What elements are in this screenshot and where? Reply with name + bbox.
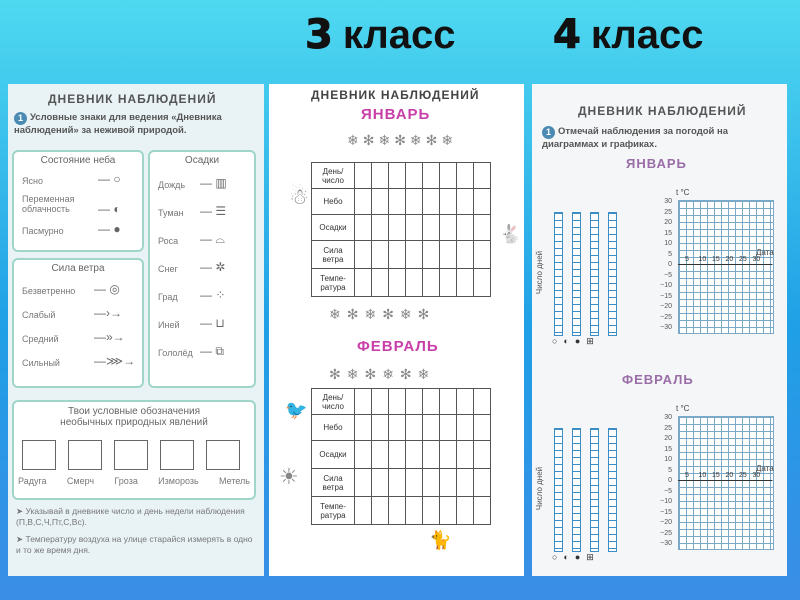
temperature-tick: 0 bbox=[668, 477, 672, 484]
row-label: Темпе- ратура bbox=[312, 269, 355, 297]
medium-wind-arrow-icon: —»→ bbox=[94, 330, 125, 344]
temperature-grid bbox=[678, 416, 774, 550]
row-label: Небо bbox=[312, 189, 355, 215]
ice-icon: — ⧉ bbox=[200, 344, 224, 358]
wind-item: Слабый bbox=[22, 310, 56, 320]
temperature-tick: 15 bbox=[664, 229, 672, 237]
temperature-tick: −25 bbox=[660, 529, 672, 537]
custom-symbols-box bbox=[12, 400, 256, 500]
temperature-tick: −30 bbox=[660, 324, 672, 331]
row-label: Сила ветра bbox=[312, 469, 355, 497]
temperature-tick: 30 bbox=[664, 198, 672, 205]
sky-item: Ясно bbox=[22, 176, 43, 186]
temperature-tick: 10 bbox=[664, 240, 672, 247]
temperature-tick: 20 bbox=[664, 219, 672, 226]
sky-box bbox=[12, 150, 144, 252]
temperature-tick: −15 bbox=[660, 508, 672, 516]
legend-page bbox=[8, 84, 264, 576]
precip-item: Иней bbox=[158, 320, 180, 330]
grade3-diary-page bbox=[269, 84, 524, 576]
date-tick: 25 bbox=[739, 472, 747, 479]
february-diary-table bbox=[311, 388, 491, 525]
precip-item: Роса bbox=[158, 236, 179, 246]
temperature-tick: 25 bbox=[664, 424, 672, 432]
phenomenon-label: Радуга bbox=[18, 476, 47, 486]
axis-temperature-label: t °C bbox=[676, 404, 690, 413]
empty-symbol-box bbox=[22, 440, 56, 470]
day-count-column bbox=[572, 428, 581, 552]
sky-item: Пасмурно bbox=[22, 226, 64, 236]
clear-sky-icon: — ○ bbox=[98, 172, 121, 186]
dew-icon: — ⌓ bbox=[200, 232, 225, 246]
date-tick: 5 bbox=[685, 472, 689, 479]
animal-decoration: 🐈 bbox=[429, 530, 452, 550]
phenomenon-label: Метель bbox=[219, 476, 250, 486]
day-count-column bbox=[572, 212, 581, 336]
row-label: Небо bbox=[312, 415, 355, 441]
bird-decoration: 🐦 bbox=[285, 400, 308, 420]
month-january: ЯНВАРЬ bbox=[361, 106, 431, 123]
note-2: ➤ Температуру воздуха на улице старайся измерять в одно и то же время дня. bbox=[16, 534, 253, 555]
temperature-tick: −5 bbox=[664, 271, 672, 279]
snowflakes-decoration: ❄✻❄✻❄✻ bbox=[329, 306, 436, 322]
temperature-tick: 10 bbox=[664, 456, 672, 463]
note-1: ➤ Указывай в дневнике число и день недели наблюдения (П,В,С,Ч,Пт,С,Вс). bbox=[16, 506, 245, 527]
empty-symbol-box bbox=[160, 440, 194, 470]
wind-item: Средний bbox=[22, 334, 59, 344]
temperature-tick: 5 bbox=[668, 250, 672, 258]
empty-symbol-box bbox=[68, 440, 102, 470]
january-diary-table bbox=[311, 162, 491, 297]
snowman-decoration: ☃ bbox=[289, 184, 309, 209]
task-text: 1 Отмечай наблюдения за погодой на диаграммах и графиках. bbox=[542, 126, 729, 150]
temperature-tick: −10 bbox=[660, 282, 672, 289]
empty-symbol-box bbox=[114, 440, 148, 470]
date-tick: 30 bbox=[752, 472, 761, 479]
page-title: ДНЕВНИК НАБЛЮДЕНИЙ bbox=[311, 88, 480, 102]
month-january: ЯНВАРЬ bbox=[626, 156, 687, 171]
sun-decoration: ☀ bbox=[279, 464, 299, 489]
temperature-tick: −20 bbox=[660, 303, 672, 310]
row-label: Темпе- ратура bbox=[312, 497, 355, 525]
date-tick: 25 bbox=[739, 256, 747, 263]
date-tick: 20 bbox=[725, 472, 734, 479]
day-count-column bbox=[590, 212, 599, 336]
weak-wind-arrow-icon: —›→ bbox=[94, 306, 122, 320]
grade4-diary-page bbox=[532, 84, 787, 576]
temperature-tick: 0 bbox=[668, 261, 672, 268]
temperature-tick: 25 bbox=[664, 208, 672, 216]
temperature-tick: −30 bbox=[660, 540, 672, 547]
wind-title: Сила ветра bbox=[51, 263, 105, 274]
temperature-tick: 15 bbox=[664, 445, 672, 453]
temperature-tick: −15 bbox=[660, 292, 672, 300]
temperature-grid bbox=[678, 200, 774, 334]
frost-icon: — ⊔ bbox=[200, 316, 225, 330]
day-count-column bbox=[590, 428, 599, 552]
date-tick: 10 bbox=[698, 256, 707, 263]
temperature-tick: −25 bbox=[660, 313, 672, 321]
month-february: ФЕВРАЛЬ bbox=[622, 372, 694, 387]
row-label: День/ число bbox=[312, 389, 355, 415]
sky-item: Переменная облачность bbox=[22, 194, 75, 214]
precip-item: Град bbox=[158, 292, 178, 302]
phenomenon-label: Смерч bbox=[66, 476, 95, 486]
axis-days-label: Число дней bbox=[535, 250, 545, 295]
heading-grade-3: 3 класс bbox=[305, 12, 456, 58]
sky-title: Состояние неба bbox=[40, 155, 116, 166]
temperature-tick: −5 bbox=[664, 487, 672, 495]
day-count-column bbox=[554, 212, 563, 336]
page-title: ДНЕВНИК НАБЛЮДЕНИЙ bbox=[48, 92, 217, 106]
hail-icon: — ⁘ bbox=[200, 288, 226, 302]
task-text: 1 Условные знаки для ведения «Дневника наблюдений» за неживой природой. bbox=[14, 112, 222, 136]
month-february: ФЕВРАЛЬ bbox=[357, 338, 439, 355]
empty-symbol-box bbox=[206, 440, 240, 470]
sky-symbols-icon: ○◐●⊞ bbox=[552, 336, 600, 346]
snowflakes-decoration: ❄✻❄✻❄✻❄ bbox=[347, 132, 458, 148]
sky-symbols-icon: ○◐●⊞ bbox=[552, 552, 600, 562]
partly-cloudy-icon: — ◐ bbox=[98, 202, 121, 216]
page-title: ДНЕВНИК НАБЛЮДЕНИЙ bbox=[578, 104, 747, 118]
axis-date-label: Дата bbox=[756, 464, 774, 473]
overcast-icon: — ● bbox=[98, 222, 121, 236]
axis-date-label: Дата bbox=[756, 248, 774, 257]
calm-icon: — ◎ bbox=[94, 282, 120, 296]
temperature-tick: −20 bbox=[660, 519, 672, 526]
precipitation-box bbox=[148, 150, 256, 388]
fog-icon: — ☰ bbox=[200, 204, 227, 218]
custom-title: Твои условные обозначения необычных природных явлений bbox=[60, 406, 208, 428]
day-count-column bbox=[554, 428, 563, 552]
zero-axis-line bbox=[678, 480, 772, 481]
wind-box bbox=[12, 258, 144, 388]
phenomenon-label: Изморозь bbox=[158, 476, 199, 486]
row-label: Осадки bbox=[312, 215, 355, 241]
row-label: Осадки bbox=[312, 441, 355, 469]
row-label: День/ число bbox=[312, 163, 355, 189]
temperature-tick: 30 bbox=[664, 414, 672, 421]
axis-days-label: Число дней bbox=[535, 466, 545, 511]
strong-wind-arrow-icon: —⋙→ bbox=[94, 354, 136, 368]
wind-item: Безветренно bbox=[22, 286, 76, 296]
zero-axis-line bbox=[678, 264, 772, 265]
wind-item: Сильный bbox=[22, 358, 60, 368]
day-count-column bbox=[608, 212, 617, 336]
precip-item: Дождь bbox=[158, 180, 186, 190]
snowflakes-decoration: ✻❄✻❄✻❄ bbox=[329, 366, 436, 382]
date-tick: 5 bbox=[685, 256, 689, 263]
precip-item: Гололёд bbox=[158, 348, 193, 358]
date-tick: 10 bbox=[698, 472, 707, 479]
bunny-decoration: 🐇 bbox=[499, 224, 522, 244]
axis-temperature-label: t °C bbox=[676, 188, 690, 197]
precip-item: Снег bbox=[158, 264, 178, 274]
temperature-tick: 5 bbox=[668, 466, 672, 474]
phenomenon-label: Гроза bbox=[114, 476, 138, 486]
heading-grade-4: 4 класс bbox=[553, 12, 704, 58]
row-label: Сила ветра bbox=[312, 241, 355, 269]
precip-title: Осадки bbox=[184, 155, 220, 166]
date-tick: 30 bbox=[752, 256, 761, 263]
date-tick: 20 bbox=[725, 256, 734, 263]
snow-icon: — ✲ bbox=[200, 260, 226, 274]
day-count-column bbox=[608, 428, 617, 552]
date-tick: 15 bbox=[712, 472, 720, 479]
temperature-tick: −10 bbox=[660, 498, 672, 505]
date-tick: 15 bbox=[712, 256, 720, 263]
rain-icon: — ▥ bbox=[200, 176, 227, 190]
temperature-tick: 20 bbox=[664, 435, 672, 442]
precip-item: Туман bbox=[158, 208, 184, 218]
